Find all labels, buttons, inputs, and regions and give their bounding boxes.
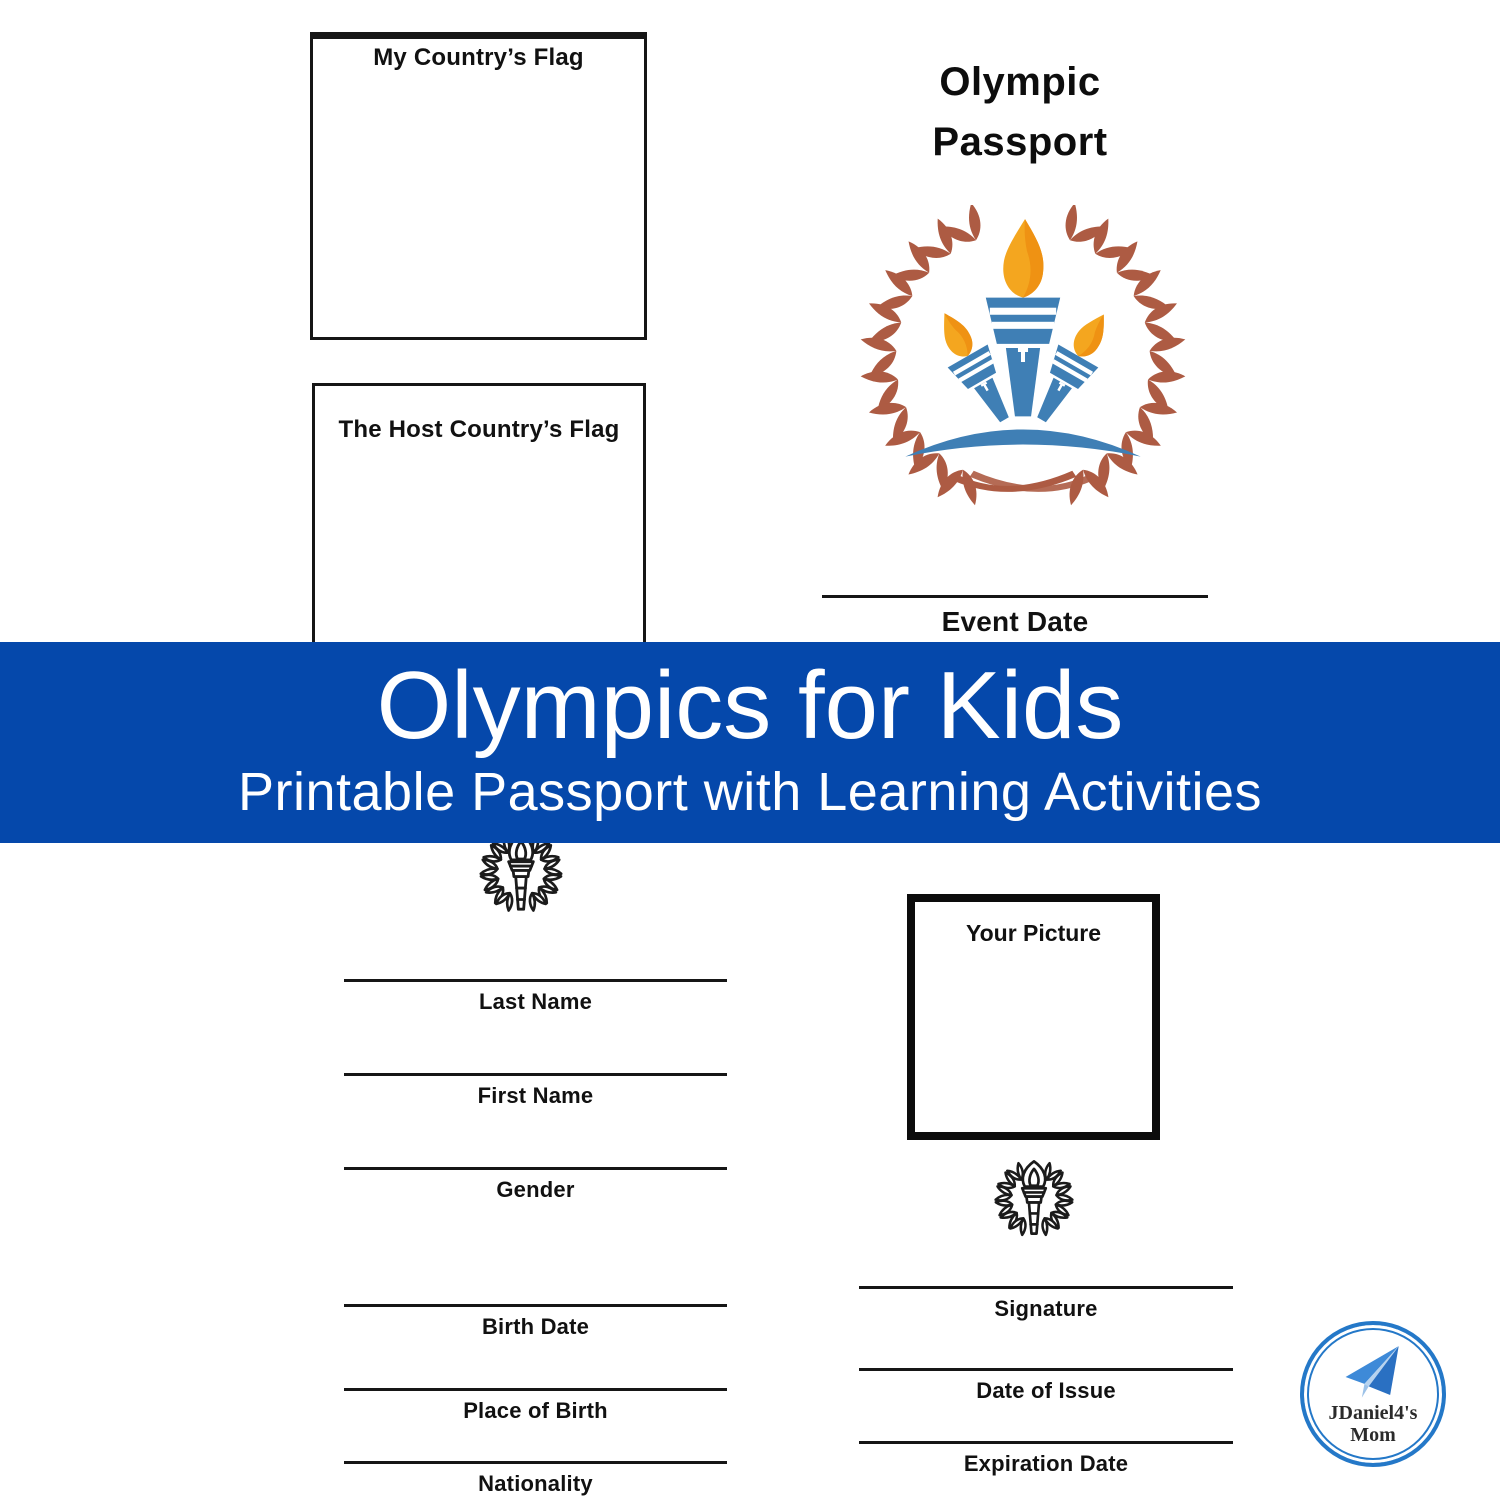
expiration-date-field bbox=[859, 1441, 1233, 1477]
paper-airplane-icon bbox=[1336, 1341, 1410, 1401]
event-date-label: Event Date bbox=[941, 606, 1089, 637]
host-country-flag-label: The Host Country’s Flag bbox=[338, 416, 620, 443]
badge-text-line2: Mom bbox=[1350, 1424, 1396, 1446]
first-name-field bbox=[344, 1073, 727, 1109]
gender-field bbox=[344, 1167, 727, 1203]
badge-text-line1: JDaniel4's bbox=[1328, 1402, 1418, 1424]
your-picture-label: Your Picture bbox=[965, 920, 1102, 946]
signature-field bbox=[859, 1286, 1233, 1322]
date-of-issue-field bbox=[859, 1368, 1233, 1404]
first-name-label: First Name bbox=[477, 1083, 594, 1108]
gender-label: Gender bbox=[496, 1177, 575, 1202]
event-date-field bbox=[822, 595, 1208, 638]
badge-text bbox=[1329, 1402, 1418, 1446]
my-country-flag-label: My Country’s Flag bbox=[373, 44, 584, 71]
birth-date-field bbox=[344, 1304, 727, 1340]
base-swoosh bbox=[905, 429, 1140, 456]
date-of-issue-label: Date of Issue bbox=[976, 1378, 1116, 1403]
torch-laurel-icon bbox=[992, 1158, 1076, 1242]
my-country-flag-box bbox=[310, 32, 647, 340]
expiration-date-label: Expiration Date bbox=[963, 1451, 1129, 1476]
title-banner bbox=[0, 642, 1500, 843]
banner-title: Olympics for Kids bbox=[376, 652, 1124, 759]
signature-label: Signature bbox=[994, 1296, 1098, 1321]
passport-title-line2: Passport bbox=[932, 120, 1108, 164]
passport-title-line1: Olympic bbox=[939, 60, 1101, 104]
your-picture-box bbox=[907, 894, 1160, 1140]
place-of-birth-field bbox=[344, 1388, 727, 1424]
banner-subtitle: Printable Passport with Learning Activities bbox=[237, 762, 1262, 822]
passport-title bbox=[845, 52, 1195, 172]
last-name-field bbox=[344, 979, 727, 1015]
host-country-flag-box bbox=[312, 383, 646, 655]
last-name-label: Last Name bbox=[478, 989, 593, 1014]
place-of-birth-label: Place of Birth bbox=[463, 1398, 608, 1423]
nationality-field bbox=[344, 1461, 727, 1497]
jdaniel4s-mom-badge bbox=[1300, 1321, 1446, 1467]
nationality-label: Nationality bbox=[478, 1471, 593, 1496]
torch-laurel-icon bbox=[477, 830, 565, 918]
birth-date-label: Birth Date bbox=[481, 1314, 590, 1339]
olympic-torches-logo-icon bbox=[857, 205, 1189, 507]
